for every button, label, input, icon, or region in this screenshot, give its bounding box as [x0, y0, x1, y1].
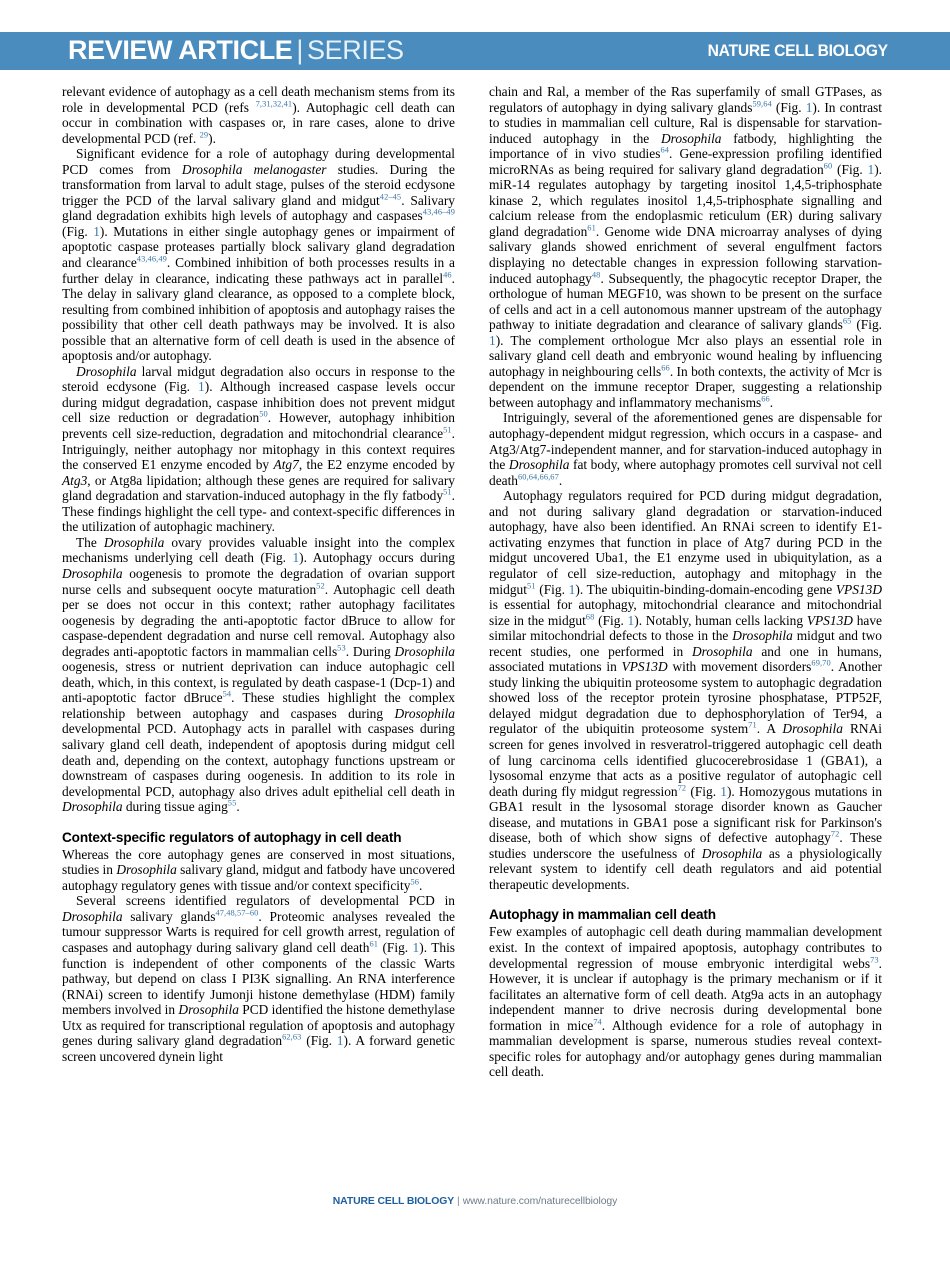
text-run: ). Mutations in either single autophagy genes or impairment of apoptotic caspase proteases partially block salivary gland degradation and clearance — [62, 223, 455, 271]
page-header-band — [0, 32, 950, 70]
text-run: developmental PCD. Autophagy acts in parallel with caspases during salivary gland cell death, independent of apoptosis during midgut cell death and, depending on the context, autophagy functions upstream or downstream of caspases during oogenesis. In addition to its role in developmental PCD, autophagy also drives adult epithelial cell death in — [62, 721, 455, 799]
header-journal-name: NATURE CELL BIOLOGY — [707, 41, 888, 60]
text-run: . — [419, 877, 423, 893]
figure-link[interactable]: 1 — [198, 379, 205, 395]
text-run: . However, autophagy inhibition prevents cell size-reduction, degradation and mitochondrial clearance — [62, 410, 455, 442]
text-run: studies. During the transformation from larval to adult stage, pulses of the steroid ecdysone trigger the PCD of the larval salivary gland and midgut — [62, 161, 455, 208]
species-name: Drosophila — [62, 565, 123, 581]
reference-superscript[interactable]: 60 — [823, 161, 833, 171]
text-run: . — [236, 799, 240, 815]
paragraph-left-3 — [62, 364, 455, 535]
paragraph-left-6 — [62, 893, 455, 1064]
text-run: . — [769, 394, 774, 410]
text-run: (Fig. — [594, 612, 628, 628]
text-run: (Fig. — [378, 939, 413, 955]
text-run: . Salivary gland degradation exhibits high levels of autophagy and caspases — [62, 192, 455, 224]
reference-superscript[interactable]: 56 — [410, 877, 420, 887]
reference-superscript[interactable]: 73 — [870, 955, 879, 965]
text-run: is essential for autophagy, mitochondrial clearance and mitochondrial size in the midgut — [489, 597, 882, 628]
reference-superscript[interactable]: 66 — [761, 394, 770, 404]
text-run: as a physiologically relevant system to identify cell death regulators and aid potential therapeutic developments. — [489, 845, 882, 892]
species-name: Drosophila — [508, 457, 570, 473]
text-run: . The delay in salivary gland clearance, as opposed to a complete block, resulting from combined inhibition of apoptosis and autophagy raises the possibility that other cell death pathways may be involved. It is also possible that an alternative form of cell death is used in the absence of apoptosis and/or autophagy. — [62, 270, 455, 364]
figure-link[interactable]: 1 — [489, 332, 496, 348]
body-column-right — [489, 84, 882, 1080]
text-run: (Fig. — [686, 783, 721, 799]
figure-link[interactable]: 1 — [568, 581, 576, 597]
page-footer — [0, 1196, 950, 1207]
reference-superscript[interactable]: 48 — [591, 270, 601, 280]
text-run: . Gene-expression profiling identified microRNAs as being required for salivary gland degradation — [489, 146, 882, 177]
text-run: The — [76, 534, 104, 550]
text-run: , or Atg8a lipidation; although these genes are required for salivary gland degradation and starvation-induced autophagy in the fly fatbody — [62, 472, 455, 504]
text-run: salivary glands — [122, 908, 216, 924]
text-run: PCD identified the histone demethylase Utx as required for transcriptional regulation of apoptosis and autophagy genes during salivary gland degradation — [62, 1002, 455, 1049]
text-run: . Autophagic cell death per se does not occur in this context; rather autophagy facilitates oogenesis by degrading the anti-apoptotic factor dBruce to allow for caspase-dependent degradation and nurse cell removal. Autophagy also degrades anti-apoptotic factors in mammalian cells — [62, 581, 456, 659]
page-header — [0, 32, 950, 70]
text-run: ). The complement orthologue Mcr also plays an essential role in salivary gland cell death and embryonic wound healing by influencing autophagy in neighbouring cells — [489, 332, 882, 379]
text-run: ). Homozygous mutations in GBA1 result in the lysosomal storage disorder known as Gaucher disease, and mutations in GBA1 pose a significant risk for Parkinson's disease, both of which show signs of defective autophagy — [489, 783, 883, 846]
paragraph-right-4 — [489, 924, 882, 1079]
text-run: Whereas the core autophagy genes are conserved in most situations, studies in — [62, 846, 455, 878]
text-run: midgut and two recent studies, one performed in — [489, 628, 883, 659]
reference-superscript[interactable]: 68 — [585, 612, 595, 622]
text-run: (Fig. — [535, 581, 569, 597]
text-run: Several screens identified regulators of developmental PCD in — [76, 893, 455, 909]
footer-separator: | — [457, 1196, 460, 1207]
reference-superscript[interactable]: 29 — [199, 130, 209, 140]
text-run: ). miR-14 regulates autophagy by targeting inositol 1,4,5-triphosphate kinase 2, which regulates inositol 1,4,5-triphosphate signalling and calcium release from the endoplasmic reticulum (ER) during salivary gland degradation — [489, 161, 882, 239]
text-run: have similar mitochondrial defects to those in the — [489, 612, 882, 644]
reference-superscript[interactable]: 72 — [677, 783, 687, 793]
text-run: . In both contexts, the activity of Mcr is dependent on the immune receptor Draper, suggesting a relationship between autophagy and inflammatory mechanisms — [489, 363, 883, 410]
species-name: Drosophila — [76, 363, 137, 379]
reference-superscript[interactable]: 52 — [316, 581, 325, 591]
text-run: . Subsequently, the phagocytic receptor Draper, the orthologue of human MEGF10, was shown to be present on the surface of cells and act in a cell autonomous manner upstream of the autophagy pathway to initiate degradation and clearance of salivary glands — [489, 270, 882, 333]
text-run: during tissue aging — [122, 799, 228, 815]
reference-superscript[interactable]: 47,48,57–60 — [215, 908, 259, 918]
reference-superscript[interactable]: 51 — [443, 487, 452, 497]
reference-superscript[interactable]: 62,63 — [282, 1032, 302, 1042]
reference-superscript[interactable]: 51 — [443, 425, 452, 435]
figure-link[interactable]: 1 — [336, 1033, 344, 1049]
reference-superscript[interactable]: 72 — [830, 829, 840, 839]
section-heading-autophagy-mammalian: Autophagy in mammalian cell death — [489, 907, 716, 923]
reference-superscript[interactable]: 60,64,66,67 — [518, 472, 559, 482]
text-run: relevant evidence of autophagy as a cell death mechanism stems from its role in developmental PCD (refs — [62, 84, 455, 115]
species-name: Drosophila — [732, 628, 793, 644]
text-run: Significant evidence for a role of autophagy during developmental PCD comes from — [62, 146, 455, 177]
text-run: and one in humans, associated mutations in — [489, 643, 882, 675]
footer-journal-name: NATURE CELL BIOLOGY — [332, 1196, 455, 1207]
paragraph-left-5 — [62, 847, 455, 894]
header-article-type-bold: REVIEW ARTICLE — [68, 35, 293, 65]
text-run: . — [558, 472, 563, 488]
text-run: ). A forward genetic screen uncovered dynein light — [62, 1033, 456, 1064]
text-run: . However, it is unclear if autophagy is the primary mechanism or if it facilitates an alternative form of cell death. Atg9a acts in an autophagy independent manner to drive necrosis during developmental bone formation in mice — [489, 955, 882, 1033]
reference-superscript[interactable]: 46 — [443, 270, 452, 280]
text-run: larval midgut degradation also occurs in response to the steroid ecdysone (Fig. — [62, 363, 455, 395]
figure-link[interactable]: 1 — [93, 223, 100, 239]
reference-superscript[interactable]: 61 — [369, 939, 379, 949]
text-run: . During — [345, 643, 395, 659]
text-run: . Intriguingly, neither autophagy nor mitophagy in this context requires the conserved E1 enzyme encoded by — [62, 426, 455, 473]
text-run: oogenesis, stress or nutrient deprivation can induce autophagic cell death, which, in this context, is regulated by death caspase-1 (Dcp-1) and anti-apoptotic factor dBruce — [62, 659, 455, 706]
species-name: Drosophila — [394, 705, 455, 721]
paragraph-left-4 — [62, 535, 455, 815]
reference-superscript[interactable]: 74 — [593, 1017, 602, 1027]
text-run: . Genome wide DNA microarray analyses of dying salivary glands showed enrichment of several engulfment factors displaying no detectable changes in expression following starvation-induced autophagy — [489, 223, 882, 286]
text-run: . Another study linking the ubiquitin proteosome system to autophagic degradation showed loss of the receptor protein tyrosine phosphatase, PTP52F, delayed midgut degradation due to dephosphorylation of Ter94, a regulator of the ubiquitin proteosome system — [489, 659, 883, 737]
gene-name: VPS13D — [806, 612, 853, 628]
reference-superscript[interactable]: 65 — [842, 316, 852, 326]
text-run: . A — [756, 721, 783, 737]
text-run: Few examples of autophagic cell death during mammalian development exist. In the context of impaired apoptosis, autophagy contributes to developmental regression of mouse embryonic interdigital webs — [489, 924, 882, 971]
reference-superscript[interactable]: 53 — [337, 643, 346, 653]
paragraph-right-3 — [489, 488, 882, 892]
species-name: Drosophila — [178, 1002, 239, 1018]
text-run: (Fig. — [771, 99, 806, 115]
section-heading-context-specific-regulators: Context-specific regulators of autophagy in cell death — [62, 829, 402, 845]
reference-superscript[interactable]: 55 — [227, 798, 237, 808]
text-run: ovary provides valuable insight into the complex mechanisms underlying cell death (Fig. — [62, 534, 455, 566]
reference-superscript[interactable]: 7,31,32,41 — [255, 99, 293, 109]
text-run: . These findings highlight the cell type- and context-specific differences in the utilization of autophagic machinery. — [62, 488, 455, 535]
figure-link[interactable]: 1 — [627, 612, 635, 628]
reference-superscript[interactable]: 71 — [748, 720, 757, 730]
paragraph-left-1 — [62, 84, 455, 146]
paragraph-right-1 — [489, 84, 882, 410]
text-run: oogenesis to promote the degradation of ovarian support nurse cells and subsequent oocyte maturation — [62, 565, 455, 597]
species-name: Drosophila — [62, 799, 123, 815]
reference-superscript[interactable]: 59,64 — [752, 99, 772, 109]
reference-superscript[interactable]: 61 — [587, 223, 596, 233]
species-name: Drosophila melanogaster — [181, 161, 327, 177]
gene-name: Atg7 — [273, 457, 299, 473]
species-name: Drosophila — [62, 908, 123, 924]
gene-name: VPS13D — [835, 581, 882, 597]
footer-url[interactable]: www.nature.com/naturecellbiology — [462, 1196, 618, 1207]
figure-link[interactable]: 1 — [412, 939, 420, 955]
reference-superscript[interactable]: 51 — [526, 581, 536, 591]
reference-superscript[interactable]: 43,46,49 — [136, 254, 167, 264]
text-run: . These studies highlight the complex relationship between autophagy and caspases during — [62, 690, 455, 721]
text-run: (Fig. — [851, 317, 882, 333]
text-run: ). Although increased caspase levels occur during midgut degradation, caspase inhibition does not prevent midgut cell size reduction or degradation — [62, 379, 455, 426]
text-run: ). Notably, human cells lacking — [634, 612, 807, 628]
text-run: . Although evidence for a role of autophagy in mammalian development is sparse, numerous studies reveal context-specific roles for autophagy and/or autophagy genes during mammalian cell death. — [489, 1017, 882, 1080]
text-run: ). The ubiquitin-binding-domain-encoding gene — [575, 581, 836, 597]
figure-link[interactable]: 1 — [805, 99, 813, 115]
header-article-type — [68, 31, 404, 69]
text-run: with movement disorders — [667, 659, 812, 675]
text-run: Autophagy regulators required for PCD during midgut degradation, and not during salivary gland degradation or starvation-induced autophagy, have also been identified. An RNAi screen to identify E1-activating enzymes that function in place of Atg7 during PCD in the midgut uncovered Uba1, the E1 enzyme used in ubiquitylation, as a regulator of cell size-reduction, autophagy and mitophagy in the midgut — [489, 488, 882, 597]
species-name: Drosophila — [103, 534, 165, 550]
header-separator: | — [296, 35, 304, 65]
species-name: Drosophila — [782, 721, 843, 737]
text-run: . These studies underscore the usefulness of — [489, 830, 882, 861]
text-run: . Combined inhibition of both processes results in a further delay in clearance, indicating these pathways act in parallel — [62, 255, 455, 286]
text-run: ). Autophagic cell death can occur in combination with caspases or, in rare cases, alone to drive developmental PCD (ref. — [62, 99, 455, 146]
reference-superscript[interactable]: 43,46–49 — [422, 207, 455, 217]
text-run: (Fig. — [62, 223, 94, 239]
reference-superscript[interactable]: 66 — [661, 363, 670, 373]
species-name: Drosophila — [394, 643, 455, 659]
text-run: Intriguingly, several of the aforementioned genes are dispensable for autophagy-dependent midgut regression, which occurs in a caspase- and Atg3/Atg7-independent manner, and for starvation-induced autophagy in the — [489, 410, 882, 473]
species-name: Drosophila — [701, 845, 763, 861]
text-run: ). This function is independent of other components of the classic Warts pathway, but depend on class I PI3K signalling. An RNA interference (RNAi) screen to identify Jumonji histone demethylase (HDM) family members involved in — [62, 939, 456, 1018]
text-run: RNAi screen for genes involved in resveratrol-triggered autophagic cell death of lung carcinoma cells identified glucocerebrosidase 1 (GBA1), a lysosomal enzyme that acts as a positive regulator of autophagic cell death during fly midgut regression — [489, 721, 882, 799]
text-run: (Fig. — [832, 161, 868, 177]
text-run: fat body, where autophagy promotes cell survival not cell death — [489, 457, 882, 488]
reference-superscript[interactable]: 42–45 — [379, 192, 402, 202]
text-run: fatbody, highlighting the importance of in vivo studies — [489, 130, 882, 162]
reference-superscript[interactable]: 50 — [259, 410, 268, 420]
text-run: chain and Ral, a member of the Ras superfamily of small GTPases, as regulators of autophagy in dying salivary glands — [489, 84, 882, 115]
paragraph-right-2 — [489, 410, 882, 488]
species-name: Drosophila — [692, 643, 753, 659]
reference-superscript[interactable]: 64 — [660, 145, 670, 155]
gene-name: Atg3 — [62, 472, 88, 488]
body-column-left — [62, 84, 455, 1064]
text-run: salivary gland, midgut and fatbody have uncovered autophagy regulatory genes with tissue and/or context specificity — [62, 862, 455, 893]
text-run: (Fig. — [301, 1033, 337, 1049]
reference-superscript[interactable]: 69,70 — [811, 658, 831, 668]
species-name: Drosophila — [116, 862, 177, 878]
figure-link[interactable]: 1 — [720, 783, 727, 799]
figure-link[interactable]: 1 — [867, 161, 875, 177]
text-run: ). — [208, 130, 216, 146]
species-name: Drosophila — [660, 130, 722, 146]
text-run: , the E2 enzyme encoded by — [298, 457, 455, 473]
text-run: . Proteomic analyses revealed the tumour suppressor Warts is required for cell growth arrest, regulation of caspases and autophagy during salivary gland cell death — [62, 908, 455, 955]
paragraph-left-2 — [62, 146, 455, 364]
header-series-label: SERIES — [307, 35, 404, 65]
text-run: ). Autophagy occurs during — [299, 550, 455, 566]
figure-link[interactable]: 1 — [292, 550, 300, 566]
reference-superscript[interactable]: 54 — [222, 689, 232, 699]
text-run: ). In contrast to studies in mammalian cell culture, Ral is dispensable for starvation-induced autophagy in the — [489, 99, 882, 146]
gene-name: VPS13D — [621, 659, 668, 675]
